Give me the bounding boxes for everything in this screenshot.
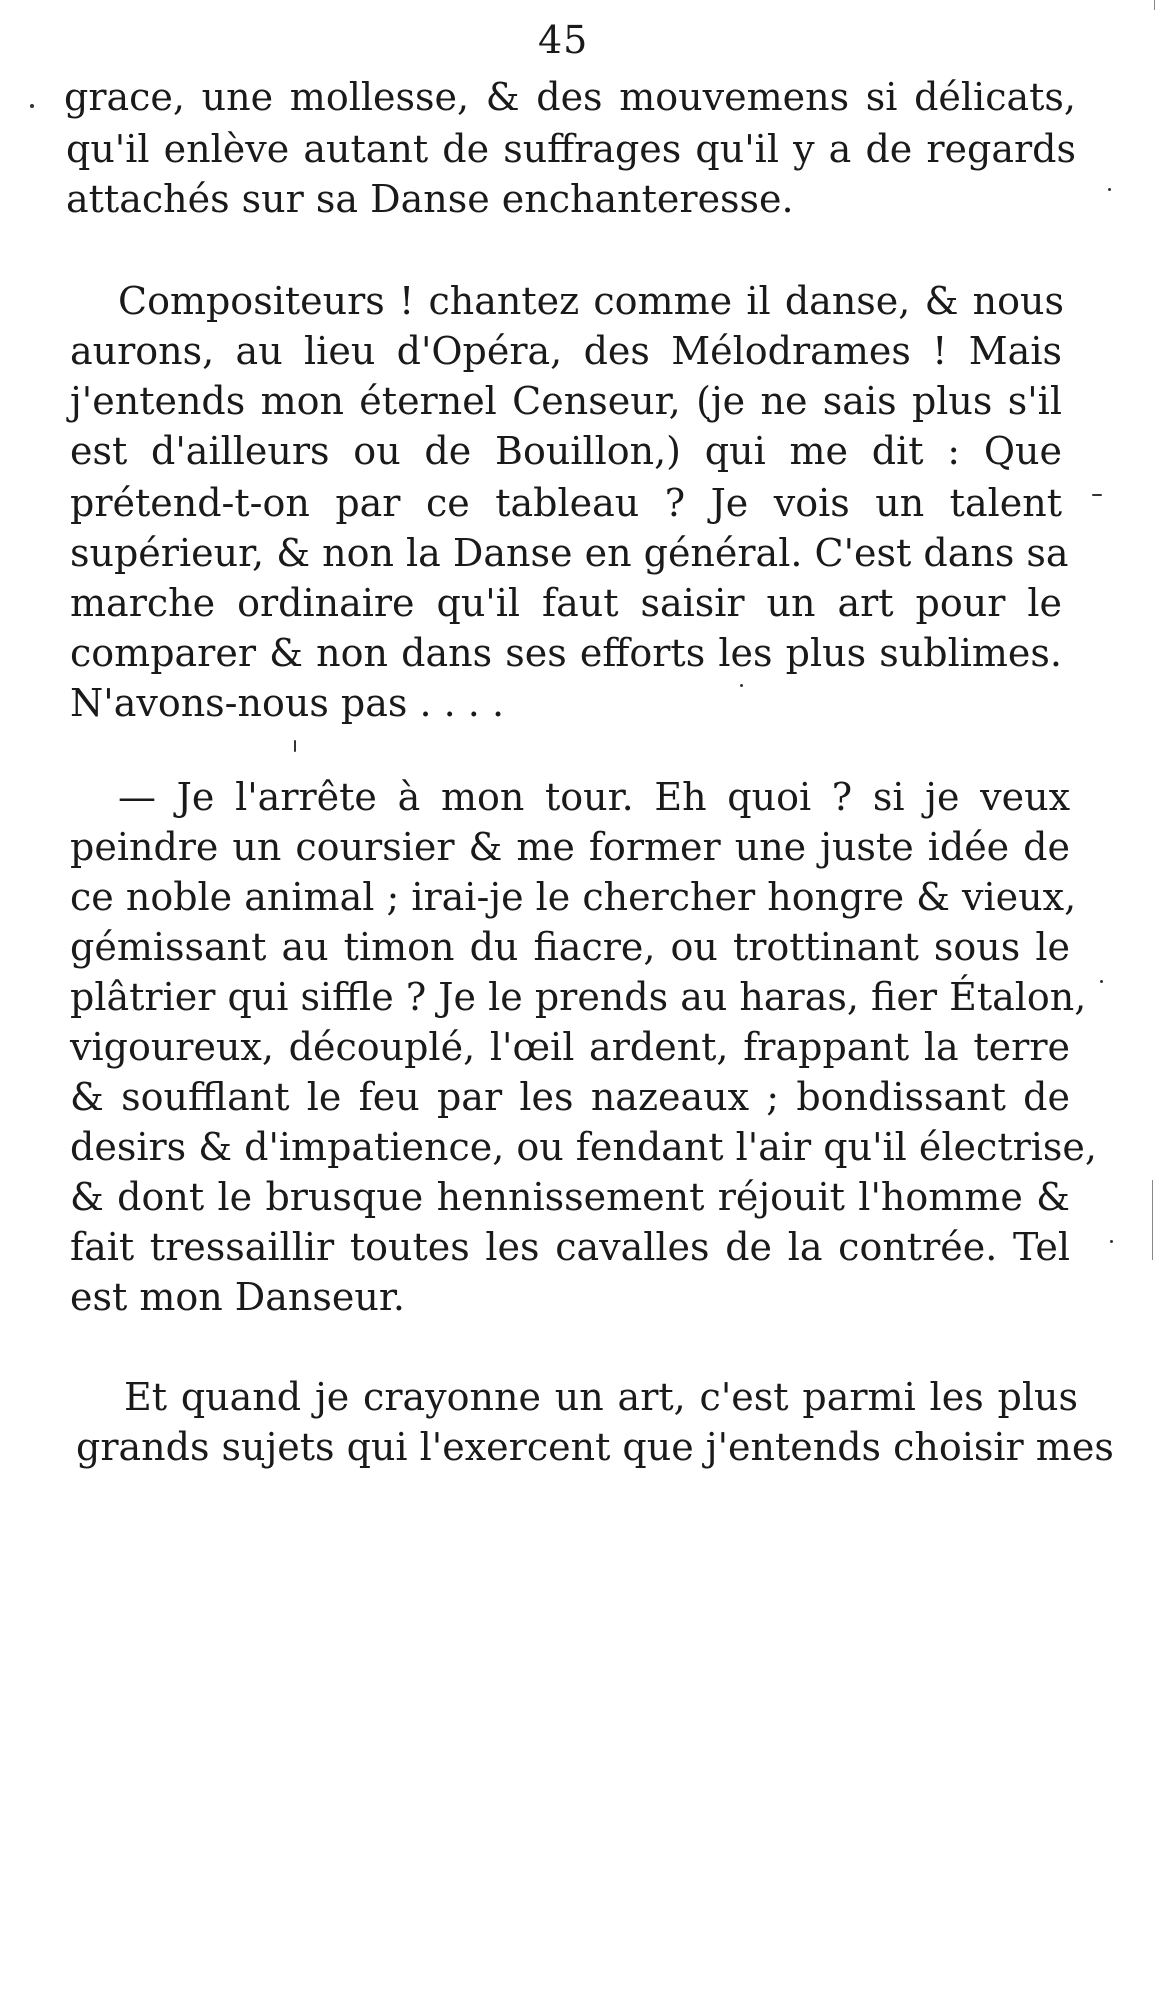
text-line: Compositeurs ! chantez comme il danse, & nous bbox=[118, 279, 1064, 323]
scan-speck bbox=[1110, 1240, 1113, 1243]
text-line: & dont le brusque hennissement réjouit l'homme & bbox=[70, 1175, 1070, 1219]
text-line: est mon Danseur. bbox=[70, 1275, 405, 1319]
text-line: N'avons-nous pas . . . . bbox=[70, 681, 505, 725]
text-line: attachés sur sa Danse enchanteresse. bbox=[66, 177, 794, 221]
text-line: vigoureux, découplé, l'œil ardent, frappant la terre bbox=[70, 1025, 1070, 1069]
text-line: prétend-t-on par ce tableau ? Je vois un talent bbox=[70, 481, 1062, 525]
text-line: — Je l'arrête à mon tour. Eh quoi ? si je veux bbox=[118, 775, 1070, 819]
text-line: plâtrier qui siffle ? Je le prends au haras, fier Étalon, bbox=[70, 975, 1087, 1019]
scan-speck bbox=[1100, 980, 1103, 983]
text-line: j'entends mon éternel Censeur, (je ne sais plus s'il bbox=[70, 379, 1062, 423]
scan-speck bbox=[30, 104, 34, 108]
text-line: & soufflant le feu par les nazeaux ; bondissant de bbox=[70, 1075, 1070, 1119]
text-line: supérieur, & non la Danse en général. C'est dans sa bbox=[70, 531, 1069, 575]
scan-speck bbox=[294, 740, 296, 752]
text-line: est d'ailleurs ou de Bouillon,) qui me dit : Que bbox=[70, 429, 1062, 473]
scan-speck bbox=[1092, 494, 1102, 496]
text-line: grands sujets qui l'exercent que j'entends choisir mes bbox=[76, 1425, 1114, 1469]
text-line: peindre un coursier & me former une juste idée de bbox=[70, 825, 1070, 869]
text-line: ce noble animal ; irai-je le chercher hongre & vieux, bbox=[70, 875, 1077, 919]
text-line: aurons, au lieu d'Opéra, des Mélodrames ! Mais bbox=[70, 329, 1062, 373]
text-line: desirs & d'impatience, ou fendant l'air qu'il électrise, bbox=[70, 1125, 1097, 1169]
text-line: grace, une mollesse, & des mouvemens si délicats, bbox=[64, 75, 1076, 119]
text-line: marche ordinaire qu'il faut saisir un art pour le bbox=[70, 581, 1062, 625]
page-number: 45 bbox=[538, 18, 589, 62]
text-line: qu'il enlève autant de suffrages qu'il y a de regards bbox=[66, 127, 1076, 171]
scan-speck bbox=[740, 684, 743, 687]
text-line: gémissant au timon du fiacre, ou trottinant sous le bbox=[70, 925, 1070, 969]
text-line: Et quand je crayonne un art, c'est parmi les plus bbox=[124, 1375, 1078, 1419]
text-line: comparer & non dans ses efforts les plus sublimes. bbox=[70, 631, 1062, 675]
scan-speck bbox=[1108, 188, 1111, 191]
text-line: fait tressaillir toutes les cavalles de la contrée. Tel bbox=[70, 1225, 1070, 1269]
page-edge-mark bbox=[1152, 1180, 1153, 1260]
page-edge-mark bbox=[1154, 0, 1155, 10]
